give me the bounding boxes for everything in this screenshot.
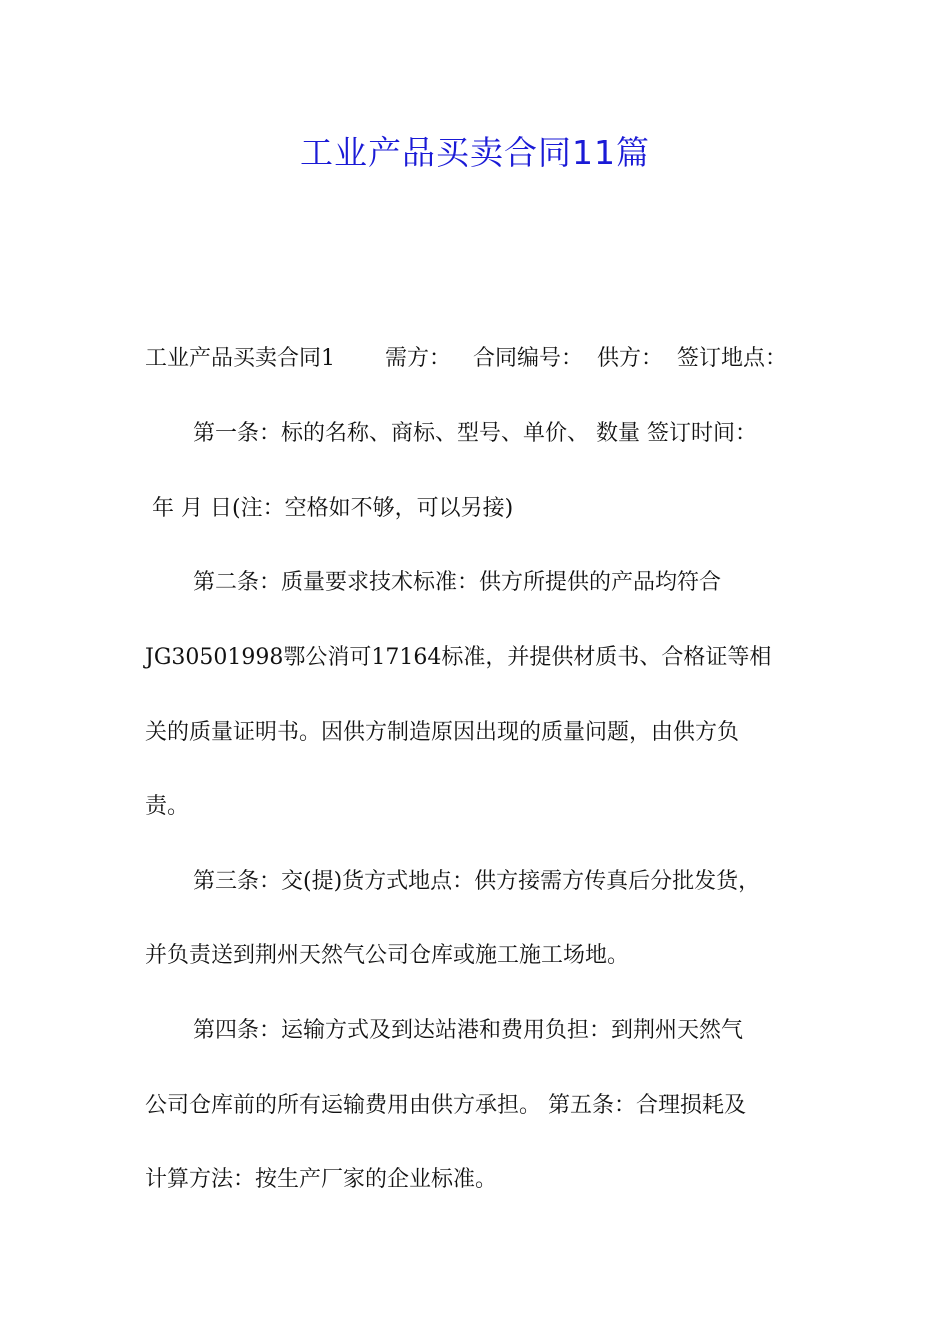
article-2-line-2: JG30501998鄂公消可17164标准，并提供材质书、合格证等相 xyxy=(145,645,772,670)
article-2-line-4: 责。 xyxy=(145,794,190,819)
article-2-line-3: 关的质量证明书。因供方制造原因出现的质量问题，由供方负 xyxy=(145,720,740,745)
article-5-line: 计算方法：按生产厂家的企业标准。 xyxy=(145,1167,498,1192)
buyer-label: 需方： xyxy=(385,346,452,371)
signing-place-label: 签订地点： xyxy=(677,346,788,371)
article-1-line-1: 第一条：标的名称、商标、型号、单价、 数量 签订时间： xyxy=(193,421,757,446)
article-4-line-2: 公司仓库前的所有运输费用由供方承担。 第五条：合理损耗及 xyxy=(145,1093,746,1118)
article-4-line-1: 第四条：运输方式及到达站港和费用负担：到荆州天然气 xyxy=(193,1018,744,1043)
article-1-line-2: 年 月 日(注：空格如不够，可以另接) xyxy=(152,496,514,521)
article-3-line-1: 第三条：交(提)货方式地点：供方接需方传真后分批发货， xyxy=(193,869,761,894)
contract-number-label: 合同编号： xyxy=(473,346,584,371)
seller-label: 供方： xyxy=(597,346,664,371)
article-3-line-2: 并负责送到荆州天然气公司仓库或施工施工场地。 xyxy=(145,943,630,968)
article-2-line-1: 第二条：质量要求技术标准：供方所提供的产品均符合 xyxy=(193,570,722,595)
document-title: 工业产品买卖合同11篇 xyxy=(300,133,650,172)
contract-header-line xyxy=(145,342,787,376)
contract-name: 工业产品买卖合同1 xyxy=(145,346,335,371)
